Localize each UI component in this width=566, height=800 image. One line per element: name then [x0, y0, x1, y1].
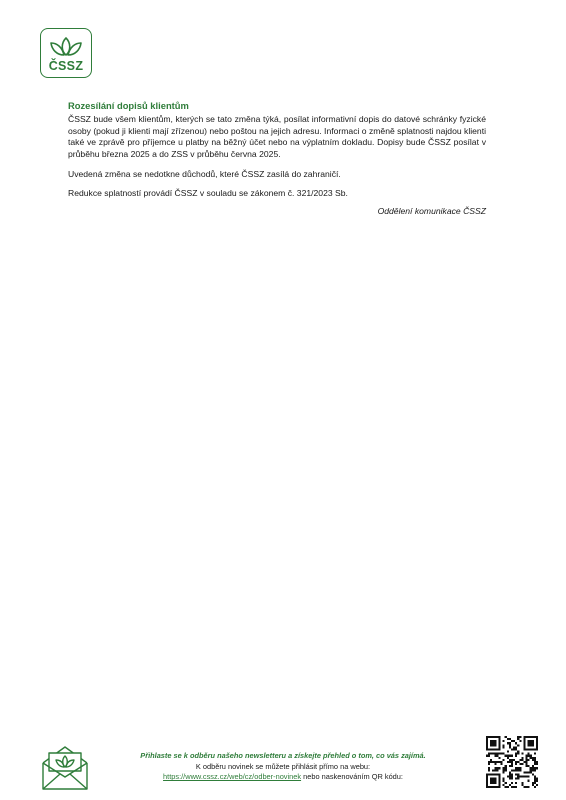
signature: Oddělení komunikace ČSSZ: [377, 205, 486, 216]
article: [68, 100, 486, 217]
article-paragraph: ČSSZ bude všem klientům, kterých se tato změna týká, posílat informativní dopis do datové schránky fyzické osoby (pokud ji klienti mají zřízenou) nebo poštou na jejich adresu. Informaci o změně splatnosti najdou klienti také ve zprávě pro příjemce u platby na běžný účet nebo na výplatním dokladu. Dopisy bude ČSSZ posílat v průběhu března 2025 a do ZSS v průběhu června 2025.: [68, 113, 486, 160]
article-paragraph: Redukce splatností provádí ČSSZ v souladu se zákonem č. 321/2023 Sb.: [68, 187, 348, 198]
leaves-logo-icon: [48, 34, 84, 58]
logo-text: ČSSZ: [48, 59, 84, 73]
cssz-logo: [40, 28, 92, 78]
newsletter-qr-text: nebo naskenováním QR kódu:: [301, 772, 403, 782]
article-heading: Rozesílání dopisů klientům: [68, 100, 189, 111]
article-paragraph: Uvedená změna se nedotkne důchodů, které ČSSZ zasílá do zahraničí.: [68, 168, 341, 179]
newsletter-envelope-icon: [40, 745, 90, 796]
newsletter-subscribe-text: K odběru novinek se můžete přihlásit přímo na webu:: [195, 761, 371, 771]
newsletter-link[interactable]: https://www.cssz.cz/web/cz/odber-novinek: [163, 772, 302, 782]
qr-code[interactable]: [486, 736, 538, 788]
newsletter-invite: Přihlaste se k odběru našeho newsletteru a získejte přehled o tom, co vás zajímá.: [140, 751, 426, 760]
newsletter-footer: [100, 751, 466, 783]
